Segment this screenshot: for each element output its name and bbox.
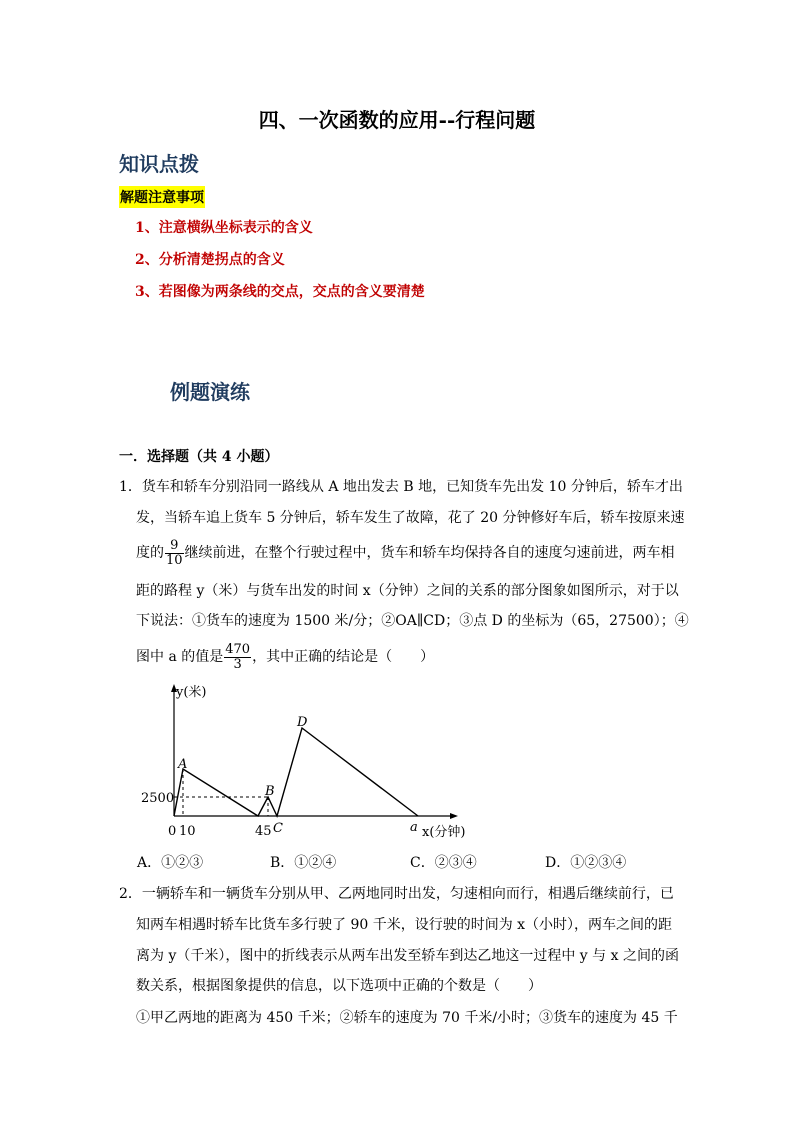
option-d: D．①②③④ [545,855,627,871]
fraction [224,643,251,672]
q1-line: 发，当轿车追上货车 5 分钟后，轿车发生了故障，花了 20 分钟修好车后，轿车按原来速 [136,510,685,526]
q2-line: ①甲乙两地的距离为 450 千米；②轿车的速度为 70 千米/小时；③货车的速度为 45 千 [136,1010,678,1026]
q1-text: 继续前进，在整个行驶过程中，货车和轿车均保持各自的速度匀速前进，两车相 [184,545,675,561]
fraction-denominator: 3 [233,656,242,672]
tip-item: 3、若图像为两条线的交点，交点的含义要清楚 [135,284,425,300]
q1-line: 下说法：①货车的速度为 1500 米/分；②OA∥CD；③点 D 的坐标为（65，27500）；④ [136,613,689,629]
q1-line: 距的路程 y（米）与货车出发的时间 x（分钟）之间的关系的部分图象如图所示，对于以 [136,583,679,599]
q1-line [136,637,434,677]
section-title: 一．选择题（共 4 小题） [119,449,279,465]
option-b: B．①②④ [270,855,337,871]
tips-label: 解题注意事项 [119,186,205,208]
fraction [165,539,184,568]
fraction-denominator: 10 [166,552,183,568]
x-tick-label: 0 [168,824,177,839]
knowledge-heading: 知识点拨 [119,152,199,176]
q1-line [136,533,675,573]
point-label: A [178,757,188,772]
fraction-numerator: 470 [225,641,251,657]
q1-graph [130,676,480,846]
graph-polyline [174,728,418,816]
point-label: C [273,821,283,836]
option-c: C．②③④ [410,855,477,871]
q2-line: 离为 y（千米），图中的折线表示从两车出发至轿车到达乙地这一过程中 y 与 x 之间的函 [136,948,679,964]
x-tick-label: 45 [255,824,272,839]
point-label: D [297,715,308,730]
x-tick-label: 10 [179,824,196,839]
x-axis-label: x(分钟) [422,825,466,840]
point-label: B [265,784,275,799]
x-axis-arrow [450,813,458,819]
option-a: A．①②③ [137,855,204,871]
q1-line: 1．货车和轿车分别沿同一路线从 A 地出发去 B 地，已知货车先出发 10 分钟后，轿车才出 [119,479,683,495]
q2-line: 知两车相遇时轿车比货车多行驶了 90 千米，设行驶的时间为 x（小时），两车之间的距 [136,917,673,933]
y-tick-label: 2500 [141,791,175,806]
q2-line: 2．一辆轿车和一辆货车分别从甲、乙两地同时出发，匀速相向而行，相遇后继续前行，已 [119,886,674,902]
q1-text: 图中 a 的值是 [136,649,224,665]
fraction-numerator: 9 [165,539,184,554]
q1-text: ，其中正确的结论是（ ） [252,649,435,665]
q1-text: 度的 [136,545,164,561]
tip-item: 1、注意横纵坐标表示的含义 [135,220,313,236]
examples-heading: 例题演练 [170,380,250,404]
tip-item: 2、分析清楚拐点的含义 [135,252,285,268]
point-label: a [410,820,418,835]
y-axis-label: y(米) [176,685,207,700]
page-title: 四、一次函数的应用--行程问题 [258,108,536,132]
q2-line: 数关系，根据图象提供的信息，以下选项中正确的个数是（ ） [136,978,542,994]
